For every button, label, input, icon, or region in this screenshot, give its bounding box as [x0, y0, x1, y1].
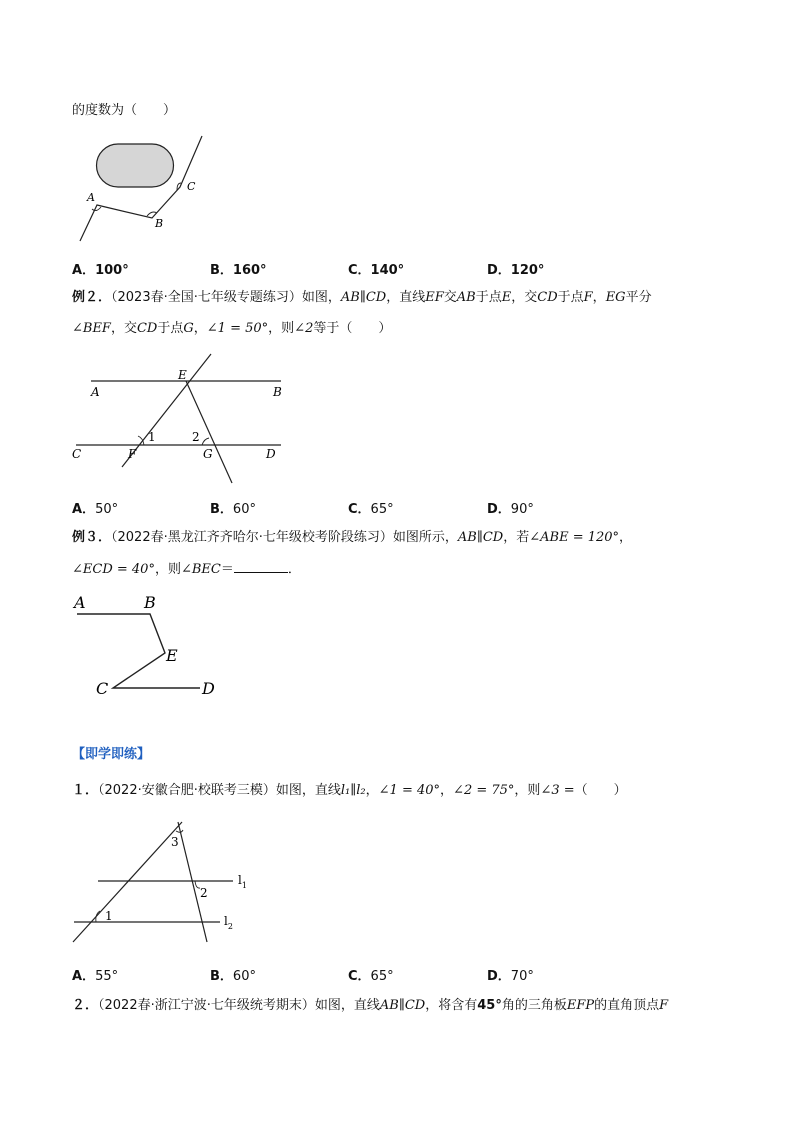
label-B: B: [144, 593, 156, 612]
label-C: C: [72, 447, 82, 461]
choice-d[interactable]: D．70°: [487, 969, 534, 984]
choice-b[interactable]: B．60°: [210, 502, 256, 517]
choice-a[interactable]: A．100°: [72, 263, 129, 278]
label-F: F: [128, 447, 137, 461]
label-D: D: [202, 679, 215, 698]
label-A: A: [74, 593, 86, 612]
choice-b[interactable]: B．160°: [210, 263, 267, 278]
label-G: G: [203, 447, 213, 461]
practice1-line1: １．（2022·安徽合肥·校联考三模）如图，直线l₁∥l₂，∠1 = 40°，∠2 = 75°，则∠3 =（ ）: [72, 783, 627, 798]
example3-line2: ∠ECD = 40°，则∠BEC＝ ．: [72, 562, 301, 577]
example2-line2: ∠BEF，交CD于点G，∠1 = 50°，则∠2等于（ ）: [72, 321, 392, 336]
label-E: E: [166, 646, 178, 665]
label-B: B: [155, 217, 164, 230]
label-angle-3: 3: [171, 835, 179, 849]
label-angle-2: 2: [192, 430, 200, 444]
label-A: A: [91, 385, 100, 399]
example2-line1: 例２．（2023春·全国·七年级专题练习）如图，AB∥CD，直线EF交AB于点E，交CD于点F，EG平分: [72, 290, 652, 305]
line-transversal-1: [73, 822, 182, 942]
question-tail: 的度数为（ ）: [72, 103, 177, 118]
label-E: E: [178, 368, 187, 382]
choice-b[interactable]: B．60°: [210, 969, 256, 984]
label-C: C: [187, 180, 196, 193]
label-l2: $l_2$: [224, 914, 233, 931]
choice-d[interactable]: D．90°: [487, 502, 534, 517]
label-l1: $l_1$: [238, 873, 247, 890]
practice2-line1: ２．（2022春·浙江宁波·七年级统考期末）如图，直线AB∥CD，将含有45°角的三角板EFP的直角顶点F: [72, 998, 669, 1013]
choice-a[interactable]: A．50°: [72, 502, 119, 517]
choice-a[interactable]: A．55°: [72, 969, 119, 984]
choice-c[interactable]: C．65°: [348, 502, 394, 517]
label-C: C: [96, 679, 109, 698]
label-angle-1: 1: [148, 430, 156, 444]
choice-c[interactable]: C．140°: [348, 263, 405, 278]
label-B: B: [273, 385, 282, 399]
label-A: A: [87, 191, 95, 204]
example3-line1: 例３．（2022春·黑龙江齐齐哈尔·七年级校考阶段练习）如图所示，AB∥CD，若∠ABE = 120°，: [72, 530, 633, 545]
practice-heading: 【即学即练】: [72, 747, 151, 762]
choice-c[interactable]: C．65°: [348, 969, 394, 984]
label-D: D: [266, 447, 276, 461]
line-transversal-2: [178, 822, 207, 942]
label-angle-2: 2: [200, 886, 208, 900]
label-angle-1: 1: [105, 909, 113, 923]
choice-d[interactable]: D．120°: [487, 263, 545, 278]
